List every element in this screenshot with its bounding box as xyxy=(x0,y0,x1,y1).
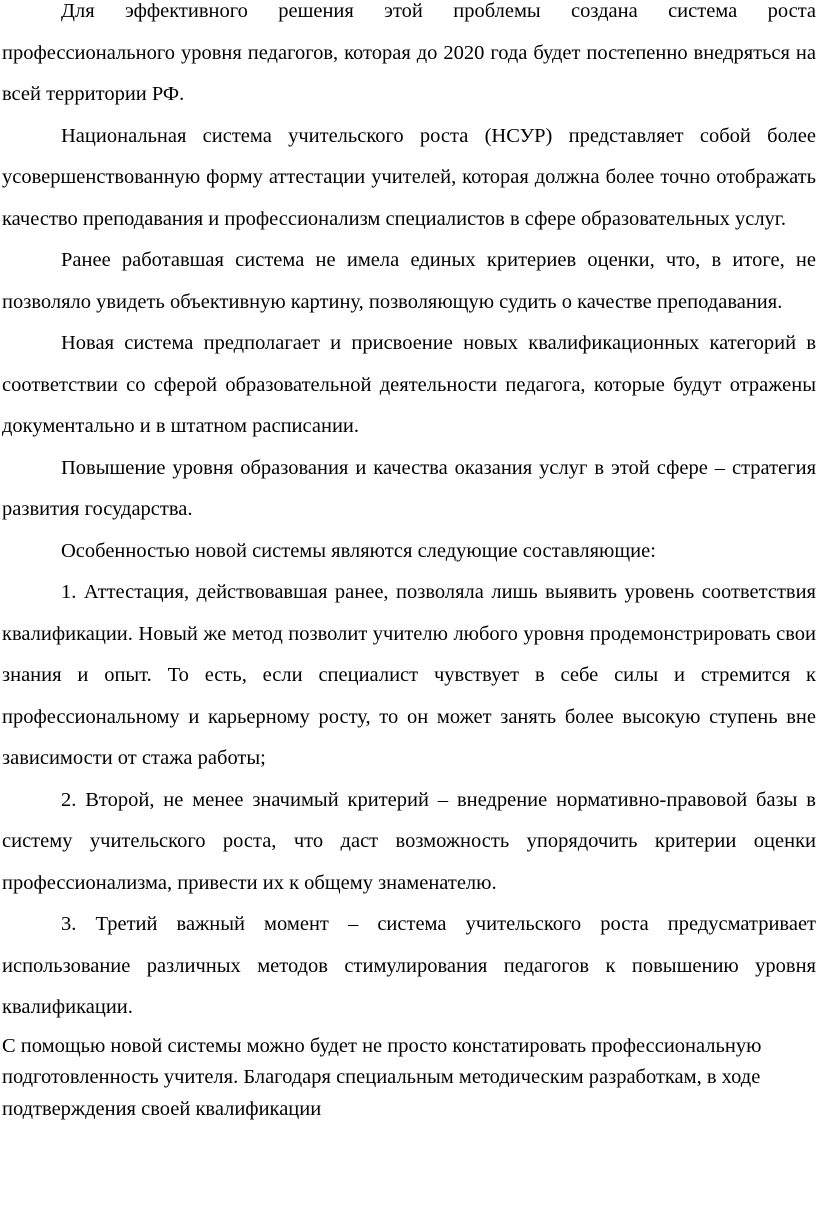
list-item-3-stimulation: 3. Третий важный момент – система учительского роста предусматривает использование различных методов стимулирования педагогов к повышению уровня квалификации. xyxy=(2,913,816,1018)
paragraph-new-categories: Новая система предполагает и присвоение новых квалификационных категорий в соответствии со сферой образовательной деятельности педагога, которые будут отражены документально и в штатном расписании. xyxy=(2,332,816,437)
list-item-2-legal-base: 2. Второй, не менее значимый критерий – внедрение нормативно-правовой базы в систему учительского роста, что даст возможность упорядочить критерии оценки профессионализма, привести их к общему знаменателю. xyxy=(2,788,816,894)
list-item-1-attestation: 1. Аттестация, действовавшая ранее, позволяла лишь выявить уровень соответствия квалификации. Новый же метод позволит учителю любого уровня продемонстрировать свои знания и опыт. То есть, если специалист чувствует в себе силы и стремится к профессиональному и карьерному росту, то он может занять более высокую ступень вне зависимости от стажа работы; xyxy=(2,581,816,769)
paragraph-new-system-benefits: С помощью новой системы можно будет не просто констатировать профессиональную подготовленность учителя. Благодаря специальным методическим разработкам, в ходе подтверждения своей квалификации xyxy=(2,1034,762,1120)
paragraph-state-strategy: Повышение уровня образования и качества оказания услуг в этой сфере – стратегия развития государства. xyxy=(2,456,816,520)
paragraph-features-intro: Особенностью новой системы являются следующие составляющие: xyxy=(61,539,656,562)
paragraph-nsur-definition: Национальная система учительского роста (НСУР) представляет собой более усовершенствованную форму аттестации учителей, которая должна более точно отображать качество преподавания и профессионализм специалистов в сфере образовательных услуг. xyxy=(2,124,816,230)
paragraph-previous-system: Ранее работавшая система не имела единых критериев оценки, что, в итоге, не позволяло увидеть объективную картину, позволяющую судить о качестве преподавания. xyxy=(2,249,816,313)
paragraph-problem-solution: Для эффективного решения этой проблемы создана система роста профессионального уровня педагогов, которая до 2020 года будет постепенно внедряться на всей территории РФ. xyxy=(2,0,816,105)
